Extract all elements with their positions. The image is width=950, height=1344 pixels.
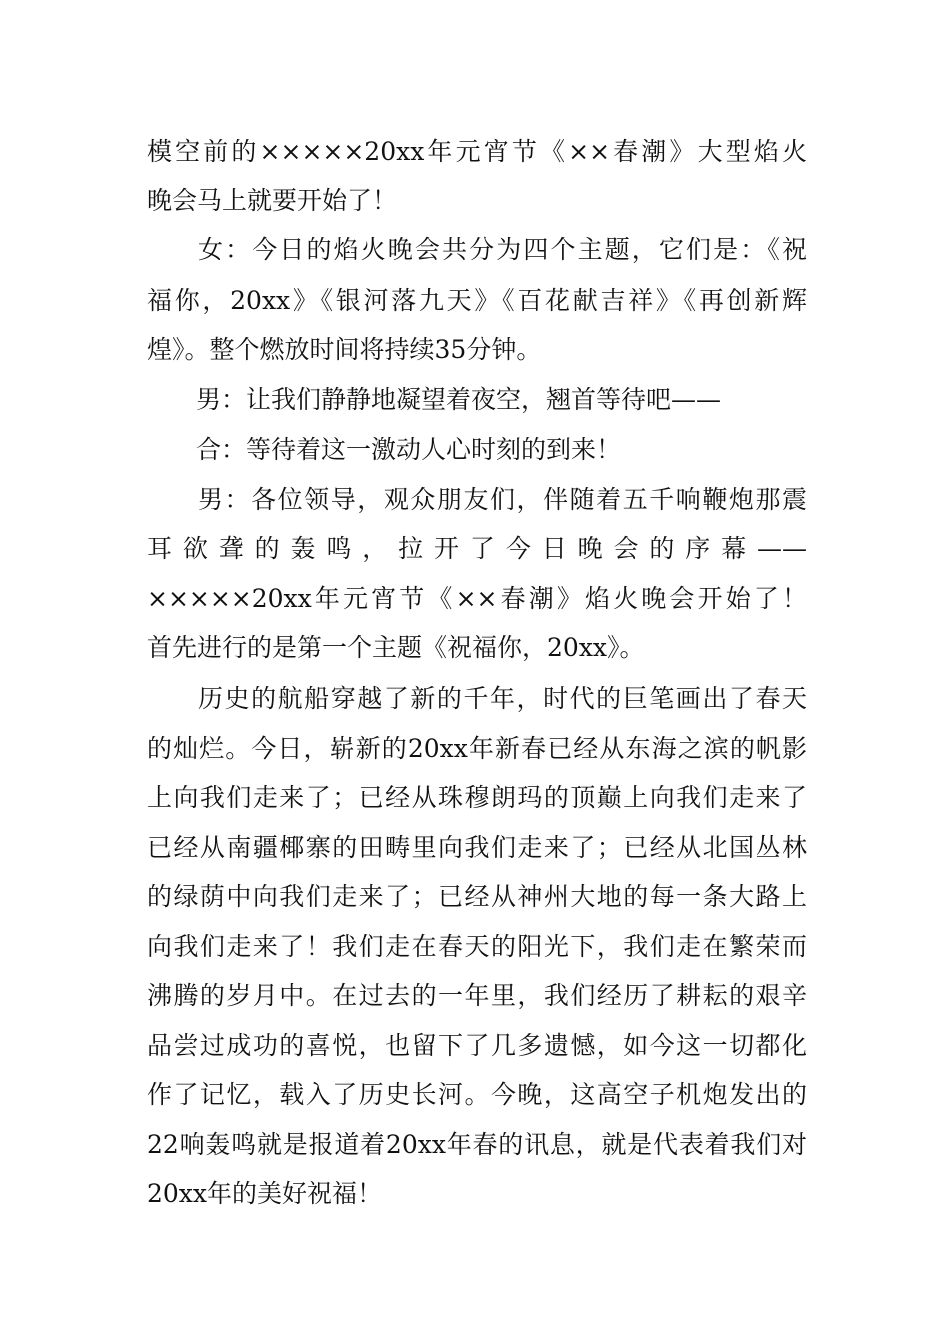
- text-line-15: 已经从南疆椰寨的田畴里向我们走来了；已经从北国丛林: [147, 833, 807, 862]
- text-line-4: 福你，20xx》《银河落九天》《百花献吉祥》《再创新辉: [147, 286, 807, 315]
- text-line-22: 20xx年的美好祝福！: [147, 1179, 383, 1208]
- text-line-13: 的灿烂。今日，崭新的20xx年新春已经从东海之滨的帆影: [147, 734, 807, 763]
- text-line-5: 煌》。整个燃放时间将持续35分钟。: [147, 335, 542, 364]
- text-line-1: 模空前的×××××20xx年元宵节《××春潮》大型焰火: [147, 137, 807, 166]
- text-line-17: 向我们走来了！我们走在春天的阳光下，我们走在繁荣而: [147, 932, 807, 961]
- text-line-19: 品尝过成功的喜悦，也留下了几多遗憾，如今这一切都化: [147, 1031, 807, 1060]
- text-line-18: 沸腾的岁月中。在过去的一年里，我们经历了耕耘的艰辛: [147, 981, 807, 1010]
- text-line-3: 女：今日的焰火晚会共分为四个主题，它们是：《祝: [198, 235, 807, 264]
- text-line-11: 首先进行的是第一个主题《祝福你，20xx》。: [147, 633, 645, 662]
- text-line-9: 耳欲聋的轰鸣，拉开了今日晚会的序幕——: [147, 534, 807, 563]
- text-line-16: 的绿荫中向我们走来了；已经从神州大地的每一条大路上: [147, 882, 807, 911]
- text-line-20: 作了记忆，载入了历史长河。今晚，这高空子机炮发出的: [147, 1080, 807, 1109]
- text-line-12: 历史的航船穿越了新的千年，时代的巨笔画出了春天: [198, 684, 807, 713]
- text-line-10: ×××××20xx年元宵节《××春潮》焰火晚会开始了！: [147, 584, 807, 613]
- text-line-2: 晚会马上就要开始了！: [147, 186, 398, 215]
- text-line-7: 合：等待着这一激动人心时刻的到来！: [196, 435, 622, 464]
- text-line-6: 男：让我们静静地凝望着夜空，翘首等待吧——: [196, 385, 722, 414]
- text-line-21: 22响轰鸣就是报道着20xx年春的讯息，就是代表着我们对: [147, 1130, 807, 1159]
- text-line-14: 上向我们走来了；已经从珠穆朗玛的顶巅上向我们走来了: [147, 783, 807, 812]
- text-line-8: 男：各位领导，观众朋友们，伴随着五千响鞭炮那震: [198, 485, 807, 514]
